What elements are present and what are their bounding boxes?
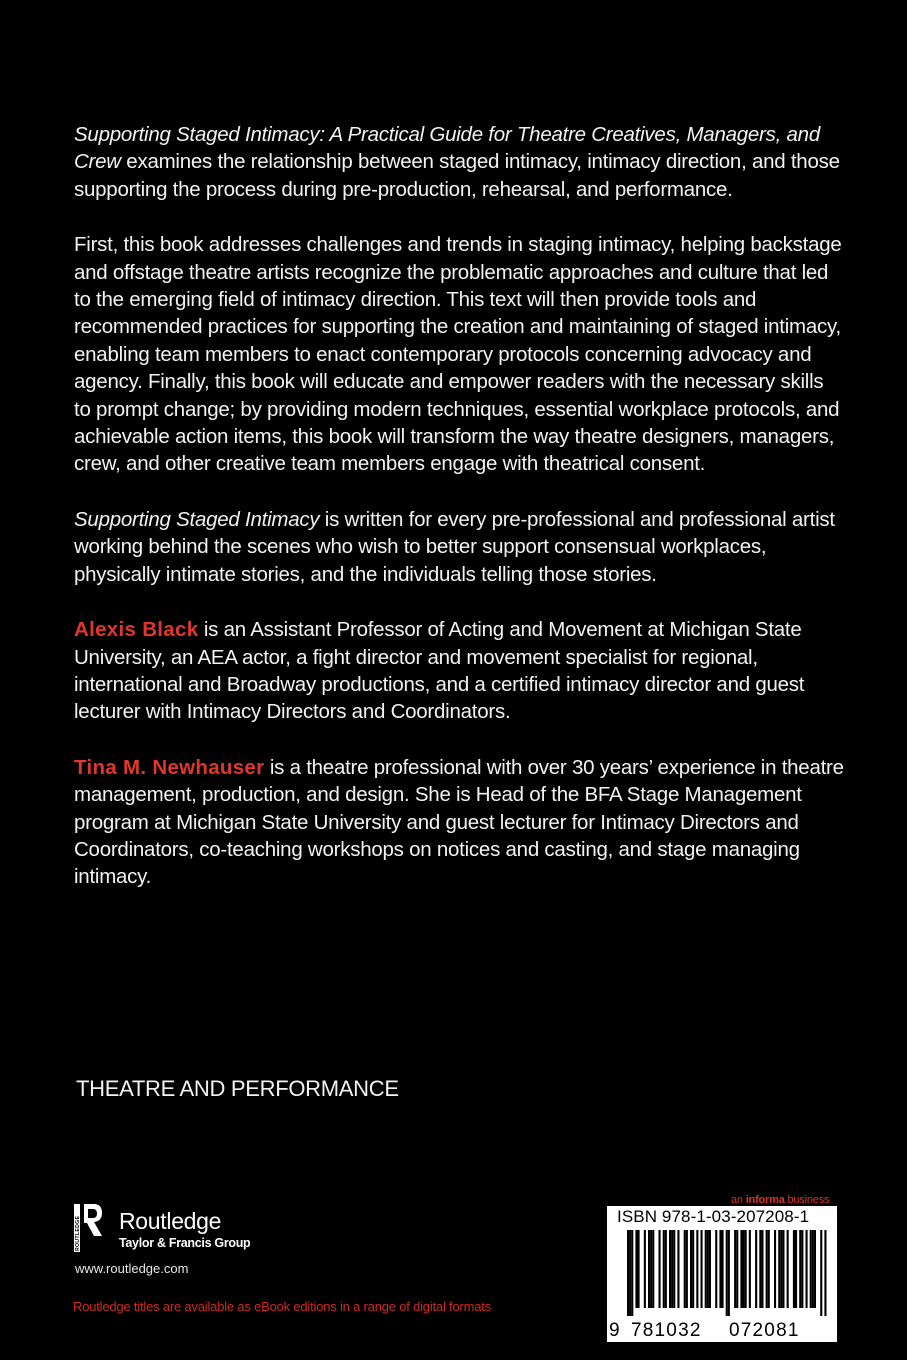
publisher-website: www.routledge.com	[75, 1261, 189, 1276]
book-title-italic: Supporting Staged Intimacy: A Practical Guide for Theatre Creatives, Managers, and Crew	[74, 123, 820, 174]
informa-prefix: an	[731, 1194, 746, 1206]
barcode-bar	[705, 1230, 707, 1308]
informa-business-tag	[731, 1194, 829, 1206]
barcode-bar	[806, 1230, 808, 1308]
barcode-bar	[734, 1230, 736, 1308]
book-title-italic: Supporting Staged Intimacy	[74, 507, 320, 531]
barcode-bar	[629, 1230, 631, 1316]
barcode-bar	[761, 1230, 763, 1308]
barcode-bar	[728, 1230, 730, 1316]
barcode-bar	[755, 1230, 757, 1308]
barcode-bars	[607, 1228, 837, 1342]
barcode-bar	[677, 1230, 679, 1308]
barcode-bar	[722, 1230, 724, 1308]
barcode-bar	[810, 1230, 812, 1308]
barcode-bar	[774, 1230, 776, 1308]
barcode-bar	[715, 1230, 717, 1308]
barcode-bar	[673, 1230, 675, 1308]
barcode-bar	[719, 1230, 721, 1308]
barcode-bar	[701, 1230, 703, 1308]
author-bio-2	[74, 754, 844, 891]
barcode-bar	[627, 1230, 629, 1316]
barcode-bar	[782, 1230, 784, 1308]
barcode-bar	[766, 1230, 768, 1308]
barcode-bar	[635, 1230, 637, 1308]
barcode-bar	[795, 1230, 797, 1308]
barcode-bar	[648, 1230, 650, 1308]
barcode-bar	[743, 1230, 745, 1308]
barcode-digits-right: 072081	[729, 1320, 800, 1341]
informa-suffix: business	[784, 1194, 830, 1206]
blurb-paragraph-2	[74, 231, 844, 478]
barcode-bar	[686, 1230, 688, 1308]
author-bio-text: is a theatre professional with over 30 years’ experience in theatre management, production, and design. She is Head of the BFA Stage Management program at Michigan State University and guest lecturer for Intimacy Directors and Coordinators, co-teaching workshops on notices and casting, and stage managing intimacy.	[74, 755, 844, 889]
publisher-name: Routledge	[119, 1208, 222, 1234]
barcode-bar	[749, 1230, 751, 1308]
barcode-bar	[671, 1230, 673, 1308]
barcode-bar	[812, 1230, 814, 1308]
barcode-bar	[726, 1230, 728, 1316]
barcode-bar	[650, 1230, 652, 1308]
barcode-bar	[631, 1230, 633, 1316]
barcode-bar	[778, 1230, 780, 1308]
barcode-bar	[669, 1230, 671, 1308]
isbn-label: ISBN 978-1-03-207208-1	[617, 1207, 810, 1226]
barcode-bar	[820, 1230, 822, 1316]
barcode-digit-lead: 9	[609, 1320, 620, 1341]
barcode-digits-left: 781032	[631, 1320, 702, 1341]
barcode-bar	[692, 1230, 694, 1308]
blurb-paragraph-3	[74, 506, 844, 588]
barcode-bar	[690, 1230, 692, 1308]
blurb-text: First, this book addresses challenges and trends in staging intimacy, helping backstage and offstage theatre artists recognize the problematic approaches and culture that led to the emerging field of intimacy direction. This text will then provide tools and recommended practices for supporting the creation and maintaining of staged intimacy, enabling team members to enact contemporary protocols concerning advocacy and agency. Finally, this book will educate and empower readers with the necessary skills to prompt change; by providing modern techniques, essential workplace protocols, and achievable action items, this book will transform the way theatre designers, managers, crew, and other creative team members engage with theatrical consent.	[74, 233, 842, 476]
barcode-bar	[780, 1230, 782, 1308]
barcode-bar	[759, 1230, 761, 1308]
barcode-bar	[659, 1230, 661, 1308]
barcode-bar	[709, 1230, 711, 1308]
barcode-bar	[814, 1230, 816, 1308]
barcode-bar	[652, 1230, 654, 1308]
isbn-barcode	[607, 1206, 837, 1342]
subject-category: THEATRE AND PERFORMANCE	[76, 1076, 399, 1101]
barcode-bar	[787, 1230, 789, 1308]
author-name: Tina M. Newhauser	[74, 755, 265, 779]
author-bio-text: is an Assistant Professor of Acting and Movement at Michigan State University, an AEA actor, a fight director and movement specialist for regional, international and Broadway productions, and a certified intimacy director and guest lecturer with Intimacy Directors and Coordinators.	[74, 618, 805, 724]
barcode-bar	[696, 1230, 698, 1308]
barcode-bar	[824, 1230, 826, 1316]
barcode-bar	[707, 1230, 709, 1308]
barcode-bar	[768, 1230, 770, 1308]
barcode-bar	[684, 1230, 686, 1308]
barcode-bar	[644, 1230, 646, 1308]
barcode-bar	[663, 1230, 665, 1308]
barcode-bar	[801, 1230, 803, 1308]
author-bio-1	[74, 616, 844, 726]
informa-bold: informa	[745, 1194, 785, 1206]
logo-vertical-wordmark: ROUTLEDGE	[75, 1215, 81, 1251]
barcode-bar	[736, 1230, 738, 1308]
barcode-bar	[799, 1230, 801, 1308]
barcode-bar	[665, 1230, 667, 1308]
publisher-group: Taylor & Francis Group	[119, 1236, 251, 1250]
cover-blurb	[74, 121, 844, 919]
ebook-availability-note: Routledge titles are available as eBook editions in a range of digital formats	[73, 1299, 491, 1314]
routledge-logo	[73, 1202, 293, 1260]
routledge-r-icon	[73, 1202, 103, 1254]
barcode-bar	[740, 1230, 742, 1308]
barcode-bar	[793, 1230, 795, 1308]
blurb-text: examines the relationship between staged intimacy, intimacy direction, and those supporting the process during pre-production, rehearsal, and performance.	[74, 150, 840, 201]
barcode-bar	[638, 1230, 640, 1308]
barcode-bar	[745, 1230, 747, 1308]
blurb-paragraph-1	[74, 121, 844, 203]
blurb-text: is written for every pre-professional and professional artist working behind the scenes who wish to better support consensual workplaces, physically intimate stories, and the individuals telling those stories.	[74, 507, 835, 586]
author-name: Alexis Black	[74, 618, 199, 642]
